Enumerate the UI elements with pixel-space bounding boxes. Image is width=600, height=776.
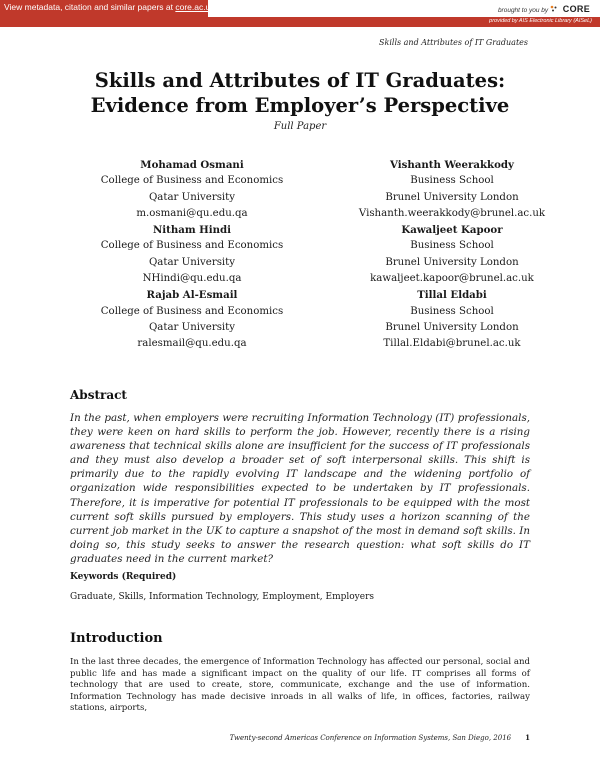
introduction-heading: Introduction [70,631,163,646]
page-footer [230,733,530,742]
keywords-list: Graduate, Skills, Information Technology, Employment, Employers [70,592,375,602]
author-name: Vishanth Weerakkody [390,159,514,171]
author-name: Nitham Hindi [152,224,232,237]
author-email[interactable]: Vishanth.weerakkody@brunel.ac.uk [358,207,546,219]
author-institution: Qatar University [148,256,236,268]
core-metadata-link[interactable]: View metadata, citation and similar papers at core.ac.uk [4,2,215,12]
author-institution: Qatar University [148,321,236,333]
author-email[interactable]: m.osmani@qu.edu.qa [136,207,248,219]
author-institution: Brunel University London [385,321,519,333]
author-affiliation: College of Business and Economics [100,175,284,187]
core-logo-text: CORE [562,4,590,14]
running-head: Skills and Attributes of IT Graduates [379,38,528,47]
brought-by-core [498,4,590,14]
core-link[interactable]: core.ac.uk [175,2,215,12]
author-name: Mohamad Osmani [140,159,244,171]
abstract-heading: Abstract [70,388,127,402]
author-name: Rajab Al-Esmail [146,289,238,302]
author-affiliation: College of Business and Economics [100,305,284,317]
author-institution: Brunel University London [385,256,519,268]
introduction-text: In the last three decades, the emergence of Information Technology has affected our personal, social and public life and has made a significant impact on the quality of our life. IT comprises all forms of technology that are used to create, store, communicate, exchange and the use of information. Information Technology has made decisive inroads in all walks of life, in offices, factories, railway stations, airports, [70,657,530,713]
provided-by-bar [0,17,600,27]
author-affiliation: Business School [410,305,494,317]
author-email[interactable]: Tillal.Eldabi@brunel.ac.uk [383,338,521,350]
title-line-2: Evidence from Employer’s Perspective [90,94,510,117]
page-number: 1 [525,733,530,742]
author-email[interactable]: NHindi@qu.edu.qa [142,273,242,285]
author-institution: Qatar University [148,191,236,203]
author-affiliation: Business School [410,240,494,252]
keywords-heading: Keywords (Required) [70,572,177,582]
core-metadata-banner[interactable] [0,0,215,17]
title-line-1: Skills and Attributes of IT Graduates: [94,69,506,92]
authors-left-column [77,157,307,353]
paper-type: Full Paper [273,121,327,132]
paper-title [0,68,600,118]
core-logo-icon [550,5,558,13]
authors-right-column [337,157,567,353]
author-name: Tillal Eldabi [417,289,487,302]
brought-by-text: brought to you by [497,7,549,14]
author-affiliation: Business School [410,175,494,187]
author-email[interactable]: kawaljeet.kapoor@brunel.ac.uk [370,273,534,285]
footer-conference: Twenty-second Americas Conference on Information Systems, San Diego, 2016 [229,734,512,742]
provided-by-text: provided by AIS Electronic Library (AISeL) [489,18,592,24]
author-name: Kawaljeet Kapoor [401,224,503,237]
author-institution: Brunel University London [385,191,519,203]
author-email[interactable]: ralesmail@qu.edu.qa [137,338,247,350]
abstract-text: In the past, when employers were recruiting Information Technology (IT) professionals, they were keen on hard skills to perform the job. However, recently there is a rising awareness that technical skills alone are insufficient for the success of IT professionals and they must also develop a broader set of soft interpersonal skills. This shift is primarily due to the rapidly evolving IT landscape and the widening portfolio of organization wide responsibilities expected to be undertaken by IT professionals. Therefore, it is imperative for potential IT professionals to be equipped with the most current soft skills pursued by employers. This study uses a horizon scanning of the current job market in the UK to capture a snapshot of the most in demand soft skills. In doing so, this study seeks to answer the research question: what soft skills do IT graduates need in the current market? [70,412,530,565]
author-affiliation: College of Business and Economics [100,240,284,252]
